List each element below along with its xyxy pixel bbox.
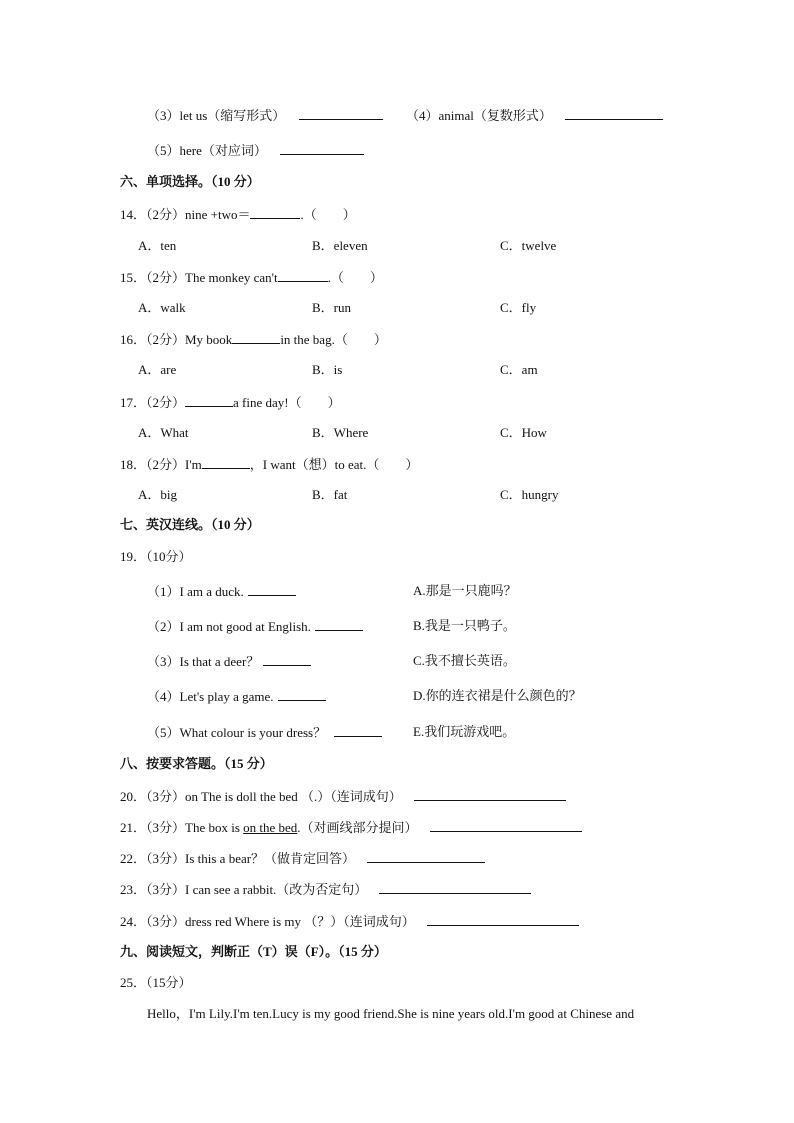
question-23 (120, 881, 531, 898)
option-a[interactable]: A．are (138, 362, 177, 377)
question-15 (120, 269, 383, 286)
match-left-text: （3）Is that a deer？ (147, 654, 260, 669)
answer-blank[interactable] (379, 881, 531, 894)
option-c[interactable]: C．twelve (500, 238, 557, 253)
question-22 (120, 850, 485, 867)
question-text: 23．（3分）I can see a rabbit.（改为否定句） (120, 882, 368, 897)
option-a[interactable]: A．walk (138, 300, 186, 315)
answer-blank[interactable] (334, 724, 382, 737)
section-heading: 九、阅读短文，判断正（T）误（F）。（15 分） (120, 944, 387, 959)
answer-blank[interactable] (427, 913, 579, 926)
question-21 (120, 819, 582, 836)
question-text: in the bag.（ ） (280, 332, 387, 347)
match-left-text: （2）I am not good at English. (147, 619, 311, 634)
question-14 (120, 206, 356, 223)
answer-blank[interactable] (565, 107, 663, 120)
match-left-4 (147, 688, 326, 705)
match-right-b: B.我是一只鸭子。 (413, 618, 516, 633)
answer-blank[interactable] (367, 850, 485, 863)
question-25: 25．（15分） (120, 975, 192, 990)
item-let-us (147, 107, 383, 124)
answer-blank[interactable] (250, 206, 300, 219)
section-heading: 六、单项选择。（10 分） (120, 174, 260, 189)
match-left-2 (147, 618, 363, 635)
question-text: 18．（2分）I'm (120, 457, 202, 472)
option-b[interactable]: B．fat (312, 487, 348, 502)
question-19: 19．（10分） (120, 549, 192, 564)
option-b[interactable]: B．Where (312, 425, 369, 440)
section-heading: 八、按要求答题。（15 分） (120, 756, 273, 771)
question-text: 22．（3分）Is this a bear？（做肯定回答） (120, 851, 356, 866)
option-b[interactable]: B．is (312, 362, 343, 377)
question-text: 24．（3分）dress red Where is my （？）（连词成句） (120, 914, 415, 929)
question-text: .（ ） (300, 207, 356, 222)
match-right-d: D.你的连衣裙是什么颜色的？ (413, 688, 582, 703)
question-text: 14．（2分）nine +two＝ (120, 207, 251, 222)
question-text: 20．（3分）on The is doll the bed （.）（连词成句） (120, 789, 402, 804)
answer-blank[interactable] (263, 653, 311, 666)
option-c[interactable]: C．How (500, 425, 547, 440)
answer-blank[interactable] (278, 269, 328, 282)
section-heading: 七、英汉连线。（10 分） (120, 517, 260, 532)
item-text: （3）let us（缩写形式） (147, 108, 286, 123)
option-a[interactable]: A．ten (138, 238, 177, 253)
question-text: 17．（2分） (120, 395, 186, 410)
question-24 (120, 913, 579, 930)
question-text: .（ ） (327, 270, 383, 285)
match-left-text: （5）What colour is your dress？ (147, 725, 327, 740)
answer-blank[interactable] (430, 819, 582, 832)
match-left-text: （1）I am a duck. (147, 584, 244, 599)
option-b[interactable]: B．eleven (312, 238, 368, 253)
answer-blank[interactable] (414, 788, 566, 801)
question-20 (120, 788, 566, 805)
item-animal (406, 107, 663, 124)
question-text: 21．（3分）The box is (120, 820, 244, 835)
match-right-c: C.我不擅长英语。 (413, 653, 516, 668)
answer-blank[interactable] (278, 688, 326, 701)
question-text: a fine day!（ ） (233, 395, 341, 410)
option-c[interactable]: C．fly (500, 300, 537, 315)
answer-blank[interactable] (315, 618, 363, 631)
underlined-phrase: on the bed (243, 820, 298, 835)
match-right-a: A.那是一只鹿吗？ (413, 583, 517, 598)
match-right-e: E.我们玩游戏吧。 (413, 724, 516, 739)
question-text: 16．（2分）My book (120, 332, 233, 347)
answer-blank[interactable] (232, 331, 280, 344)
match-left-text: （4）Let's play a game. (147, 689, 274, 704)
option-a[interactable]: A．What (138, 425, 189, 440)
question-text: .（对画线部分提问） (297, 820, 418, 835)
match-left-5 (147, 724, 382, 741)
answer-blank[interactable] (185, 394, 233, 407)
item-here (147, 142, 364, 159)
match-left-3 (147, 653, 311, 670)
question-18 (120, 456, 418, 473)
reading-passage: Hello，I'm Lily.I'm ten.Lucy is my good friend.She is nine years old.I'm good at Chinese and (147, 1006, 635, 1021)
option-b[interactable]: B．run (312, 300, 352, 315)
option-a[interactable]: A．big (138, 487, 178, 502)
question-text: ，I want（想）to eat.（ ） (249, 457, 419, 472)
item-text: （4）animal（复数形式） (406, 108, 552, 123)
answer-blank[interactable] (202, 456, 250, 469)
question-16 (120, 331, 387, 348)
question-17 (120, 394, 341, 411)
answer-blank[interactable] (248, 583, 296, 596)
option-c[interactable]: C．am (500, 362, 538, 377)
match-left-1 (147, 583, 296, 600)
question-text: 15．（2分）The monkey can't (120, 270, 278, 285)
answer-blank[interactable] (280, 142, 364, 155)
answer-blank[interactable] (299, 107, 383, 120)
item-text: （5）here（对应词） (147, 143, 267, 158)
option-c[interactable]: C．hungry (500, 487, 559, 502)
